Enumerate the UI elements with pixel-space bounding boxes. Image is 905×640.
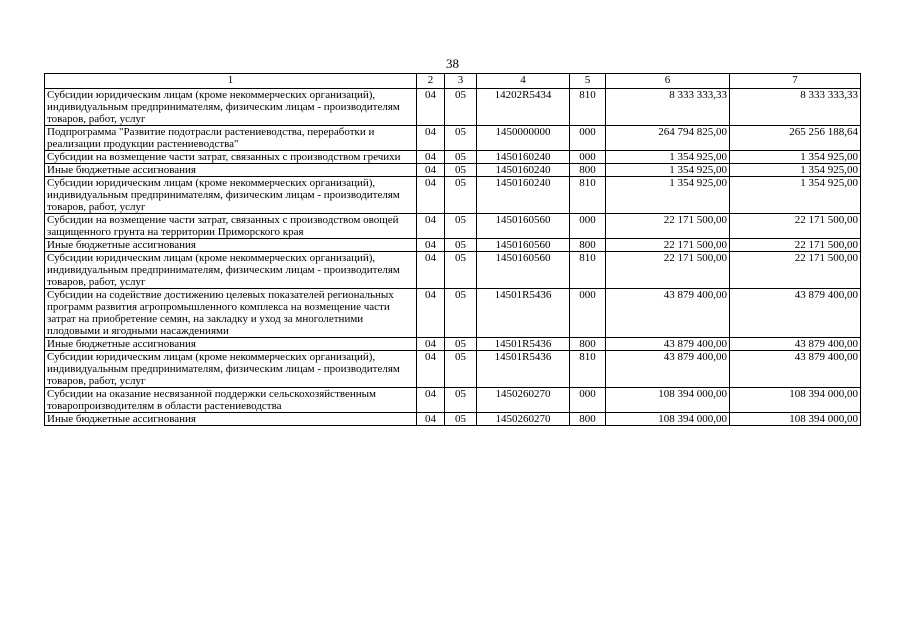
row-expense-type-cell: 000 — [570, 289, 606, 338]
row-amount-6-cell — [606, 214, 730, 239]
header-cell: 1 — [45, 74, 417, 89]
table-row — [45, 351, 861, 388]
row-target-article-cell: 14501R5436 — [477, 289, 570, 338]
row-expense-type-cell: 000 — [570, 388, 606, 413]
row-target-article-cell: 1450000000 — [477, 126, 570, 151]
row-amount-7-cell — [730, 177, 861, 214]
row-subsection-cell: 05 — [445, 351, 477, 388]
table-row — [45, 126, 861, 151]
table-row — [45, 164, 861, 177]
row-amount-7-cell — [730, 214, 861, 239]
table-row — [45, 239, 861, 252]
amount-value: 1 354 925,00 — [669, 177, 727, 189]
amount-value: 1 354 925,00 — [669, 164, 727, 176]
amount-value: 22 171 500,00 — [663, 214, 727, 226]
row-section-cell: 04 — [417, 351, 445, 388]
amount-value: 22 171 500,00 — [794, 214, 858, 226]
row-name-cell: Субсидии на возмещение части затрат, связанных с производством овощей защищенного грунта на территории Приморского края — [45, 214, 417, 239]
row-target-article-cell: 14202R5434 — [477, 89, 570, 126]
row-expense-type-cell: 000 — [570, 214, 606, 239]
header-row — [45, 74, 861, 89]
row-expense-type-cell: 800 — [570, 164, 606, 177]
row-amount-7-cell — [730, 89, 861, 126]
table-row — [45, 89, 861, 126]
row-target-article-cell: 14501R5436 — [477, 338, 570, 351]
row-name-cell: Субсидии юридическим лицам (кроме некоммерческих организаций), индивидуальным предпринимателям, физическим лицам - производителям товаров, работ, услуг — [45, 89, 417, 126]
amount-value: 43 879 400,00 — [663, 351, 727, 363]
row-amount-6-cell — [606, 151, 730, 164]
row-amount-7-cell — [730, 126, 861, 151]
amount-value: 1 354 925,00 — [669, 151, 727, 163]
amount-value: 22 171 500,00 — [794, 239, 858, 251]
table-row — [45, 177, 861, 214]
table-row — [45, 388, 861, 413]
header-cell: 4 — [477, 74, 570, 89]
row-name-cell: Субсидии юридическим лицам (кроме некоммерческих организаций), индивидуальным предпринимателям, физическим лицам - производителям товаров, работ, услуг — [45, 177, 417, 214]
row-amount-7-cell — [730, 239, 861, 252]
row-target-article-cell: 1450160560 — [477, 239, 570, 252]
row-subsection-cell: 05 — [445, 388, 477, 413]
row-amount-6-cell — [606, 413, 730, 426]
amount-value: 8 333 333,33 — [669, 89, 727, 101]
row-name-cell: Иные бюджетные ассигнования — [45, 239, 417, 252]
row-amount-6-cell — [606, 351, 730, 388]
row-section-cell: 04 — [417, 252, 445, 289]
row-section-cell: 04 — [417, 89, 445, 126]
row-section-cell: 04 — [417, 151, 445, 164]
row-amount-6-cell — [606, 89, 730, 126]
row-amount-6-cell — [606, 252, 730, 289]
table-row — [45, 252, 861, 289]
row-subsection-cell: 05 — [445, 413, 477, 426]
row-subsection-cell: 05 — [445, 164, 477, 177]
row-expense-type-cell: 800 — [570, 239, 606, 252]
row-section-cell: 04 — [417, 239, 445, 252]
row-section-cell: 04 — [417, 388, 445, 413]
row-amount-7-cell — [730, 351, 861, 388]
amount-value: 43 879 400,00 — [794, 338, 858, 350]
row-amount-6-cell — [606, 126, 730, 151]
header-cell: 2 — [417, 74, 445, 89]
row-subsection-cell: 05 — [445, 177, 477, 214]
row-amount-6-cell — [606, 388, 730, 413]
row-amount-7-cell — [730, 388, 861, 413]
amount-value: 43 879 400,00 — [663, 289, 727, 301]
header-cell: 7 — [730, 74, 861, 89]
amount-value: 1 354 925,00 — [800, 164, 858, 176]
row-section-cell: 04 — [417, 413, 445, 426]
amount-value: 43 879 400,00 — [794, 289, 858, 301]
row-subsection-cell: 05 — [445, 252, 477, 289]
row-amount-7-cell — [730, 413, 861, 426]
row-target-article-cell: 1450160240 — [477, 151, 570, 164]
row-target-article-cell: 1450160240 — [477, 177, 570, 214]
row-name-cell: Субсидии юридическим лицам (кроме некоммерческих организаций), индивидуальным предпринимателям, физическим лицам - производителям товаров, работ, услуг — [45, 351, 417, 388]
row-subsection-cell: 05 — [445, 151, 477, 164]
row-expense-type-cell: 810 — [570, 89, 606, 126]
row-amount-7-cell — [730, 151, 861, 164]
row-section-cell: 04 — [417, 289, 445, 338]
row-name-cell: Субсидии на оказание несвязанной поддержки сельскохозяйственным товаропроизводителям в области растениеводства — [45, 388, 417, 413]
amount-value: 265 256 188,64 — [789, 126, 858, 138]
row-expense-type-cell: 800 — [570, 413, 606, 426]
row-section-cell: 04 — [417, 214, 445, 239]
row-target-article-cell: 1450160560 — [477, 214, 570, 239]
amount-value: 108 394 000,00 — [789, 388, 858, 400]
row-target-article-cell: 1450260270 — [477, 388, 570, 413]
row-expense-type-cell: 810 — [570, 351, 606, 388]
amount-value: 108 394 000,00 — [658, 388, 727, 400]
page-number: 38 — [446, 56, 459, 71]
row-name-cell: Иные бюджетные ассигнования — [45, 338, 417, 351]
row-section-cell: 04 — [417, 177, 445, 214]
row-target-article-cell: 1450260270 — [477, 413, 570, 426]
amount-value: 22 171 500,00 — [663, 252, 727, 264]
budget-table — [44, 73, 861, 426]
table-row — [45, 151, 861, 164]
table-row — [45, 413, 861, 426]
row-subsection-cell: 05 — [445, 289, 477, 338]
row-subsection-cell: 05 — [445, 126, 477, 151]
row-expense-type-cell: 000 — [570, 126, 606, 151]
row-name-cell: Субсидии на возмещение части затрат, связанных с производством гречихи — [45, 151, 417, 164]
row-amount-6-cell — [606, 177, 730, 214]
row-amount-6-cell — [606, 289, 730, 338]
amount-value: 264 794 825,00 — [658, 126, 727, 138]
row-subsection-cell: 05 — [445, 338, 477, 351]
row-expense-type-cell: 800 — [570, 338, 606, 351]
amount-value: 108 394 000,00 — [658, 413, 727, 425]
row-name-cell: Подпрограмма "Развитие подотрасли растениеводства, переработки и реализации продукции растениеводства" — [45, 126, 417, 151]
row-amount-6-cell — [606, 164, 730, 177]
row-amount-7-cell — [730, 338, 861, 351]
amount-value: 43 879 400,00 — [663, 338, 727, 350]
row-target-article-cell: 14501R5436 — [477, 351, 570, 388]
header-cell: 3 — [445, 74, 477, 89]
row-name-cell: Субсидии на содействие достижению целевых показателей региональных программ развития агропромышленного комплекса на возмещение части затрат на приобретение семян, на закладку и уход за многолетними плодовыми и ягодными насаждениями — [45, 289, 417, 338]
row-expense-type-cell: 000 — [570, 151, 606, 164]
amount-value: 22 171 500,00 — [794, 252, 858, 264]
row-amount-6-cell — [606, 239, 730, 252]
row-target-article-cell: 1450160240 — [477, 164, 570, 177]
amount-value: 43 879 400,00 — [794, 351, 858, 363]
row-section-cell: 04 — [417, 338, 445, 351]
row-expense-type-cell: 810 — [570, 252, 606, 289]
row-amount-6-cell — [606, 338, 730, 351]
row-subsection-cell: 05 — [445, 89, 477, 126]
row-amount-7-cell — [730, 289, 861, 338]
row-subsection-cell: 05 — [445, 239, 477, 252]
row-expense-type-cell: 810 — [570, 177, 606, 214]
header-cell: 6 — [606, 74, 730, 89]
row-subsection-cell: 05 — [445, 214, 477, 239]
row-amount-7-cell — [730, 252, 861, 289]
row-section-cell: 04 — [417, 164, 445, 177]
table-row — [45, 338, 861, 351]
table-row — [45, 214, 861, 239]
amount-value: 1 354 925,00 — [800, 177, 858, 189]
row-name-cell: Иные бюджетные ассигнования — [45, 164, 417, 177]
header-cell: 5 — [570, 74, 606, 89]
amount-value: 108 394 000,00 — [789, 413, 858, 425]
table-row — [45, 289, 861, 338]
amount-value: 1 354 925,00 — [800, 151, 858, 163]
row-name-cell: Иные бюджетные ассигнования — [45, 413, 417, 426]
row-section-cell: 04 — [417, 126, 445, 151]
amount-value: 8 333 333,33 — [800, 89, 858, 101]
row-target-article-cell: 1450160560 — [477, 252, 570, 289]
amount-value: 22 171 500,00 — [663, 239, 727, 251]
row-amount-7-cell — [730, 164, 861, 177]
row-name-cell: Субсидии юридическим лицам (кроме некоммерческих организаций), индивидуальным предпринимателям, физическим лицам - производителям товаров, работ, услуг — [45, 252, 417, 289]
